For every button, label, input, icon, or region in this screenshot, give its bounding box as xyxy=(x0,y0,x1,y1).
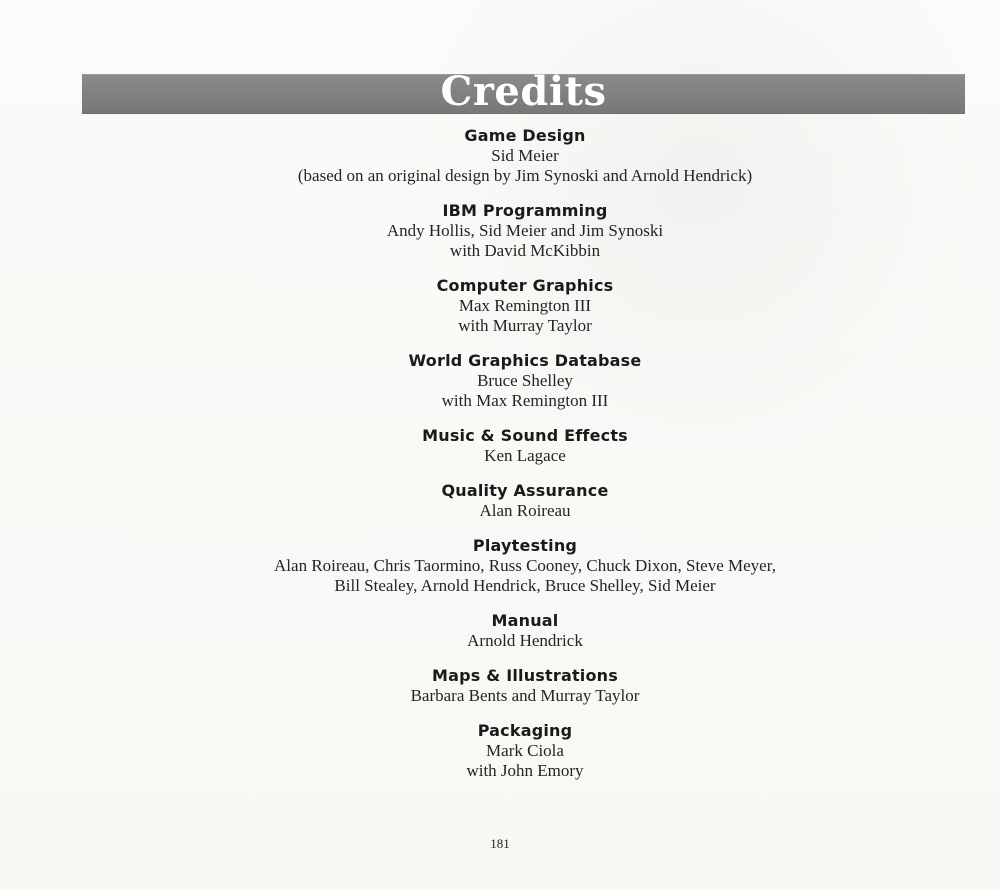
credit-line: Ken Lagace xyxy=(484,446,566,465)
credit-heading: Maps & Illustrations xyxy=(432,666,618,685)
credits-title: Credits xyxy=(440,68,607,115)
credit-heading: Manual xyxy=(491,611,559,630)
credit-heading: IBM Programming xyxy=(442,201,608,220)
credit-line: with John Emory xyxy=(466,761,584,780)
credit-line: Andy Hollis, Sid Meier and Jim Synoski xyxy=(386,221,664,240)
credit-heading: Music & Sound Effects xyxy=(422,426,628,445)
credit-section-playtesting xyxy=(180,536,870,596)
credit-heading: Quality Assurance xyxy=(441,481,609,500)
credit-heading: Game Design xyxy=(464,126,586,145)
credit-heading: Playtesting xyxy=(472,536,578,555)
credit-line: Mark Ciola xyxy=(486,741,564,760)
credit-line: (based on an original design by Jim Synoski and Arnold Hendrick) xyxy=(297,166,753,185)
credit-section-game-design xyxy=(180,126,870,186)
credits-title-banner xyxy=(82,68,965,115)
credit-line: Max Remington III xyxy=(458,296,592,315)
credit-heading: Computer Graphics xyxy=(436,276,614,295)
credit-section-ibm-programming xyxy=(180,201,870,261)
credit-section-maps-illustrations xyxy=(180,666,870,706)
credit-line: Sid Meier xyxy=(491,146,559,165)
credit-section-music-sound-effects xyxy=(180,426,870,466)
credit-line: Bruce Shelley xyxy=(477,371,573,390)
credit-line: Bill Stealey, Arnold Hendrick, Bruce Shelley, Sid Meier xyxy=(334,576,716,595)
credit-section-packaging xyxy=(180,721,870,781)
credit-line: with Max Remington III xyxy=(441,391,609,410)
credit-line: with Murray Taylor xyxy=(458,316,592,335)
credit-line: Barbara Bents and Murray Taylor xyxy=(410,686,640,705)
credit-line: Alan Roireau, Chris Taormino, Russ Cooney, Chuck Dixon, Steve Meyer, xyxy=(274,556,776,575)
credit-section-world-graphics-database xyxy=(180,351,870,411)
credit-section-quality-assurance xyxy=(180,481,870,521)
credits-list xyxy=(180,126,870,796)
credit-heading: Packaging xyxy=(477,721,573,740)
credit-line: Alan Roireau xyxy=(479,501,571,520)
page-number: 181 xyxy=(490,836,510,851)
credit-line: with David McKibbin xyxy=(449,241,601,260)
credit-section-computer-graphics xyxy=(180,276,870,336)
credit-line: Arnold Hendrick xyxy=(467,631,583,650)
credit-heading: World Graphics Database xyxy=(408,351,642,370)
credit-section-manual xyxy=(180,611,870,651)
